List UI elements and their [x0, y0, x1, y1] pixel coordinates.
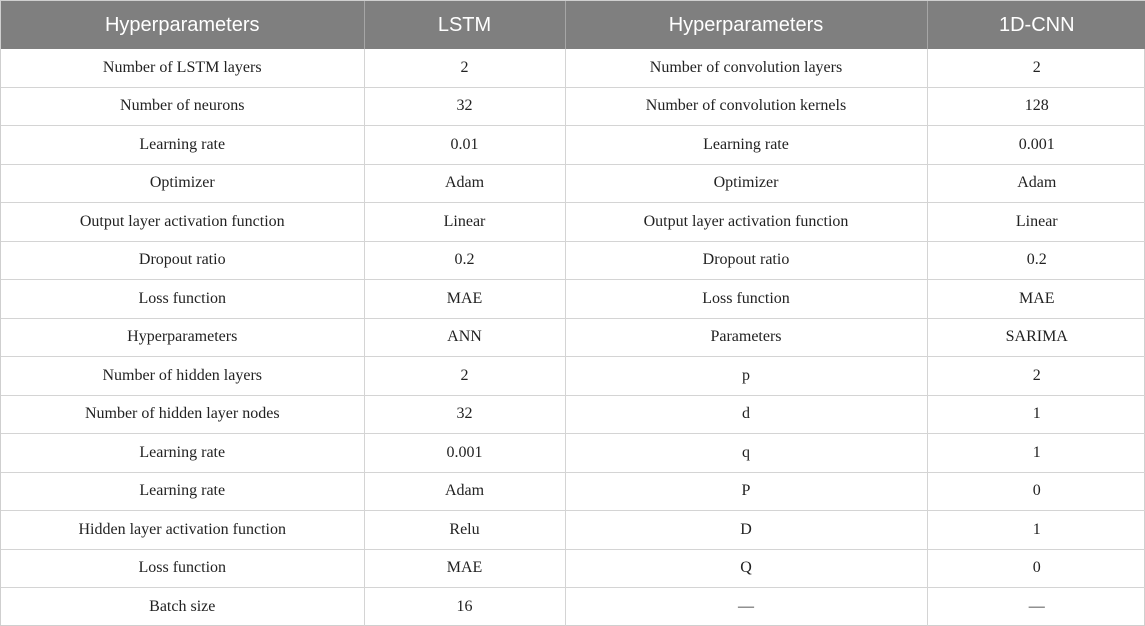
cell-param-name-right: d [565, 395, 927, 434]
cell-value-right: — [1028, 597, 1045, 615]
cell-value-left: Adam [364, 164, 565, 203]
cell-param-name-right: q [565, 434, 927, 473]
table-row [1, 588, 1145, 626]
cell-value-left: Adam [364, 472, 565, 511]
table-body [1, 49, 1145, 626]
header-cell-hyperparameters-left: Hyperparameters [1, 1, 364, 49]
table-row [1, 549, 1145, 588]
cell-value-left: 0.001 [364, 434, 565, 473]
table-row [1, 126, 1145, 165]
cell-param-name-left: Learning rate [1, 434, 364, 473]
cell-value-right: 1 [927, 434, 1145, 473]
cell-param-name-left: Learning rate [1, 472, 364, 511]
table-header [1, 1, 1145, 49]
cell-value-right: 2 [927, 357, 1145, 396]
cell-param-name-right: — [565, 588, 927, 626]
cell-param-name-left: Hidden layer activation function [1, 511, 364, 550]
cell-param-name-left: Loss function [1, 280, 364, 319]
header-row [1, 1, 1145, 49]
cell-param-name-left: Learning rate [1, 126, 364, 165]
table-row [1, 434, 1145, 473]
cell-param-name-right: Number of convolution kernels [565, 87, 927, 126]
table-row [1, 318, 1145, 357]
cell-value-right: 128 [927, 87, 1145, 126]
cell-value-left: ANN [364, 318, 565, 357]
table-row [1, 511, 1145, 550]
cell-value-right: MAE [927, 280, 1145, 319]
cell-value-left: MAE [364, 280, 565, 319]
cell-value-right: 1 [927, 395, 1145, 434]
cell-value-left: 0.2 [364, 241, 565, 280]
table-row [1, 472, 1145, 511]
table-row [1, 241, 1145, 280]
cell-value-left: MAE [364, 549, 565, 588]
table-row [1, 164, 1145, 203]
cell-value-right: 0 [927, 549, 1145, 588]
cell-param-name-left: Hyperparameters [1, 318, 364, 357]
cell-param-name-right: Output layer activation function [565, 203, 927, 242]
table-row [1, 87, 1145, 126]
cell-value-left: 32 [364, 87, 565, 126]
cell-param-name-right: Q [565, 549, 927, 588]
cell-param-name-left: Output layer activation function [1, 203, 364, 242]
cell-value-right: 1 [927, 511, 1145, 550]
hyperparameter-table [1, 1, 1145, 626]
cell-value-left: 0.01 [364, 126, 565, 165]
cell-value-right: 0.001 [927, 126, 1145, 165]
cell-param-name-right: Learning rate [565, 126, 927, 165]
cell-value-right: 0 [927, 472, 1145, 511]
cell-value-left: 16 [364, 588, 565, 626]
header-cell-1d-cnn: 1D-CNN [927, 1, 1145, 49]
cell-value-left: 2 [364, 49, 565, 87]
table-row [1, 357, 1145, 396]
table-row [1, 395, 1145, 434]
cell-param-name-right: p [565, 357, 927, 396]
cell-param-name-left: Loss function [1, 549, 364, 588]
cell-value-right: Linear [927, 203, 1145, 242]
cell-param-name-left: Optimizer [1, 164, 364, 203]
cell-param-name-right: Dropout ratio [565, 241, 927, 280]
cell-param-name-left: Number of hidden layers [1, 357, 364, 396]
cell-value-left: Linear [364, 203, 565, 242]
cell-param-name-left: Number of LSTM layers [1, 49, 364, 87]
cell-param-name-right: P [565, 472, 927, 511]
cell-param-name-right: Parameters [565, 318, 927, 357]
cell-value-left: 2 [364, 357, 565, 396]
cell-value-right: 0.2 [927, 241, 1145, 280]
cell-value-right: 2 [927, 49, 1145, 87]
cell-param-name-left: Dropout ratio [1, 241, 364, 280]
header-cell-lstm: LSTM [364, 1, 565, 49]
cell-param-name-right: Number of convolution layers [565, 49, 927, 87]
cell-value-right: Adam [927, 164, 1145, 203]
cell-param-name-right: D [565, 511, 927, 550]
cell-param-name-left: Number of hidden layer nodes [1, 395, 364, 434]
table-row [1, 203, 1145, 242]
cell-value-right: SARIMA [927, 318, 1145, 357]
cell-param-name-left: Number of neurons [1, 87, 364, 126]
cell-value-left: 32 [364, 395, 565, 434]
cell-param-name-left: Batch size [1, 588, 364, 626]
table-row [1, 280, 1145, 319]
cell-param-name-right: Loss function [565, 280, 927, 319]
table-row [1, 49, 1145, 87]
cell-param-name-right: Optimizer [565, 164, 927, 203]
cell-value-left: Relu [364, 511, 565, 550]
header-cell-hyperparameters-right: Hyperparameters [565, 1, 927, 49]
